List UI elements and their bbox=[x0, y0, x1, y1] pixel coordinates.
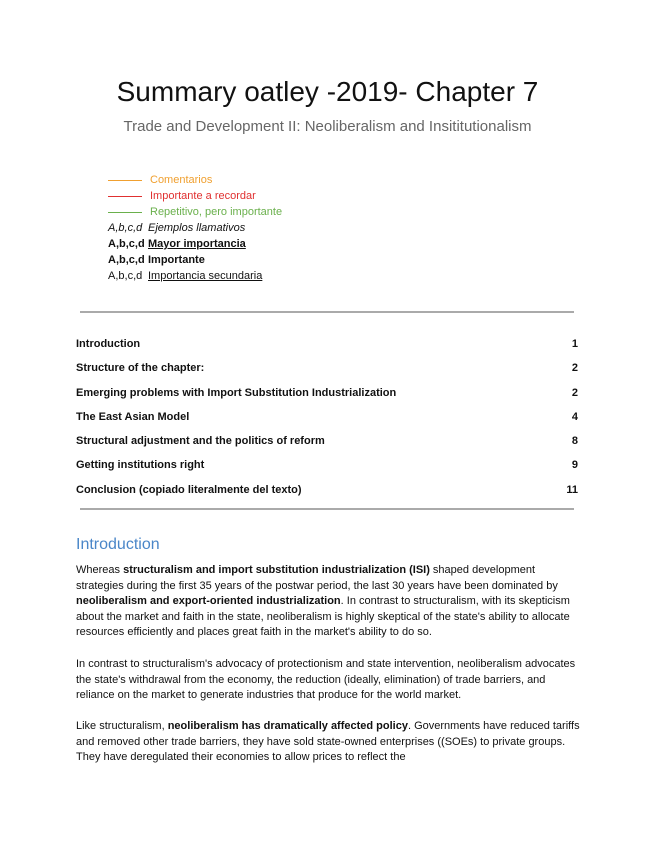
text-run: . Governments have reduced tariffs and removed other trade barriers, they have sold state-owned enterprises ((SOEs) to private groups. They have deregulated their economies to allow prices to reflect the bbox=[76, 720, 580, 764]
legend-label: Repetitivo, pero importante bbox=[150, 206, 283, 218]
legend-label: Importante bbox=[148, 254, 205, 266]
legend-label: Ejemplos llamativos bbox=[148, 222, 246, 234]
toc-entry-page[interactable]: 9 bbox=[571, 459, 578, 472]
toc-entry-title[interactable]: Structure of the chapter: bbox=[76, 362, 205, 375]
legend-label: Comentarios bbox=[150, 174, 213, 186]
style-legend bbox=[108, 172, 282, 284]
toc-entry-title[interactable]: Introduction bbox=[76, 338, 141, 350]
legend-row-repetitive bbox=[108, 204, 282, 220]
bold-text: structuralism and import substitution industrialization (ISI) bbox=[123, 564, 430, 576]
paragraph bbox=[76, 563, 581, 641]
toc-entry-page[interactable]: 1 bbox=[571, 338, 578, 350]
document-subtitle: Trade and Development II: Neoliberalism and Insititutionalism bbox=[123, 118, 532, 135]
legend-prefix: A,b,c,d bbox=[108, 222, 143, 234]
legend-row-important-bold bbox=[108, 252, 282, 268]
legend-row-examples bbox=[108, 220, 282, 236]
table-of-contents bbox=[76, 336, 578, 506]
legend-label: Importante a recordar bbox=[150, 190, 256, 202]
legend-label: Importancia secundaria bbox=[148, 270, 263, 282]
divider-bottom bbox=[80, 508, 574, 510]
divider-top bbox=[80, 311, 574, 313]
legend-row-secondary bbox=[108, 268, 282, 284]
toc-entry-page[interactable]: 4 bbox=[571, 410, 578, 423]
toc-entry[interactable] bbox=[76, 482, 578, 506]
legend-line-swatch bbox=[108, 180, 142, 181]
paragraph bbox=[76, 657, 581, 704]
toc-entry[interactable] bbox=[76, 409, 578, 433]
bold-text: neoliberalism has dramatically affected policy bbox=[167, 720, 408, 732]
toc-entry-title[interactable]: Structural adjustment and the politics of reform bbox=[76, 435, 325, 448]
legend-row-important bbox=[108, 188, 282, 204]
toc-entry[interactable] bbox=[76, 336, 578, 360]
text-run: Like structuralism, bbox=[76, 720, 168, 732]
toc-entry[interactable] bbox=[76, 433, 578, 457]
toc-entry-page[interactable]: 2 bbox=[571, 362, 578, 375]
paragraph bbox=[76, 719, 581, 766]
text-run: Whereas bbox=[76, 564, 124, 576]
toc-entry-title[interactable]: Getting institutions right bbox=[76, 459, 205, 472]
toc-entry[interactable] bbox=[76, 385, 578, 409]
toc-entry[interactable] bbox=[76, 360, 578, 384]
legend-line-swatch bbox=[108, 212, 142, 213]
toc-entry-page[interactable]: 2 bbox=[571, 386, 578, 399]
text-run: . In contrast to structuralism, with its skepticism about the market and faith in the state, neoliberalism is highly skeptical of the state's ability to allocate resources efficiently and places great faith in the market's ability to do so. bbox=[76, 595, 570, 639]
section-heading-introduction: Introduction bbox=[76, 536, 160, 553]
legend-row-major bbox=[108, 236, 282, 252]
legend-line-swatch bbox=[108, 196, 142, 197]
bold-text: neoliberalism and export-oriented industrialization bbox=[76, 595, 341, 608]
legend-prefix: A,b,c,d bbox=[108, 270, 143, 282]
legend-prefix: A,b,c,d bbox=[108, 254, 145, 266]
paragraph-text: In contrast to structuralism's advocacy of protectionism and state intervention, neoliberalism advocates the state's withdrawal from the economy, the reduction (ideally, elimination) of trade barriers, and reliance on the market to generate industries that produce for the world market. bbox=[76, 658, 576, 702]
text-run: shaped development strategies during the first 35 years of the postwar period, the last 30 years have been dominated by bbox=[76, 564, 558, 592]
legend-label: Mayor importancia bbox=[148, 238, 246, 250]
legend-prefix: A,b,c,d bbox=[108, 238, 145, 250]
document-title: Summary oatley -2019- Chapter 7 bbox=[116, 76, 539, 107]
toc-entry-page[interactable]: 8 bbox=[571, 435, 578, 448]
toc-entry-page[interactable]: 11 bbox=[566, 483, 578, 496]
legend-row-comments bbox=[108, 172, 282, 188]
toc-entry[interactable] bbox=[76, 457, 578, 481]
toc-entry-title[interactable]: The East Asian Model bbox=[76, 410, 190, 423]
toc-entry-title[interactable]: Emerging problems with Import Substitution Industrialization bbox=[76, 386, 397, 399]
toc-entry-title[interactable]: Conclusion (copiado literalmente del texto) bbox=[76, 483, 302, 496]
